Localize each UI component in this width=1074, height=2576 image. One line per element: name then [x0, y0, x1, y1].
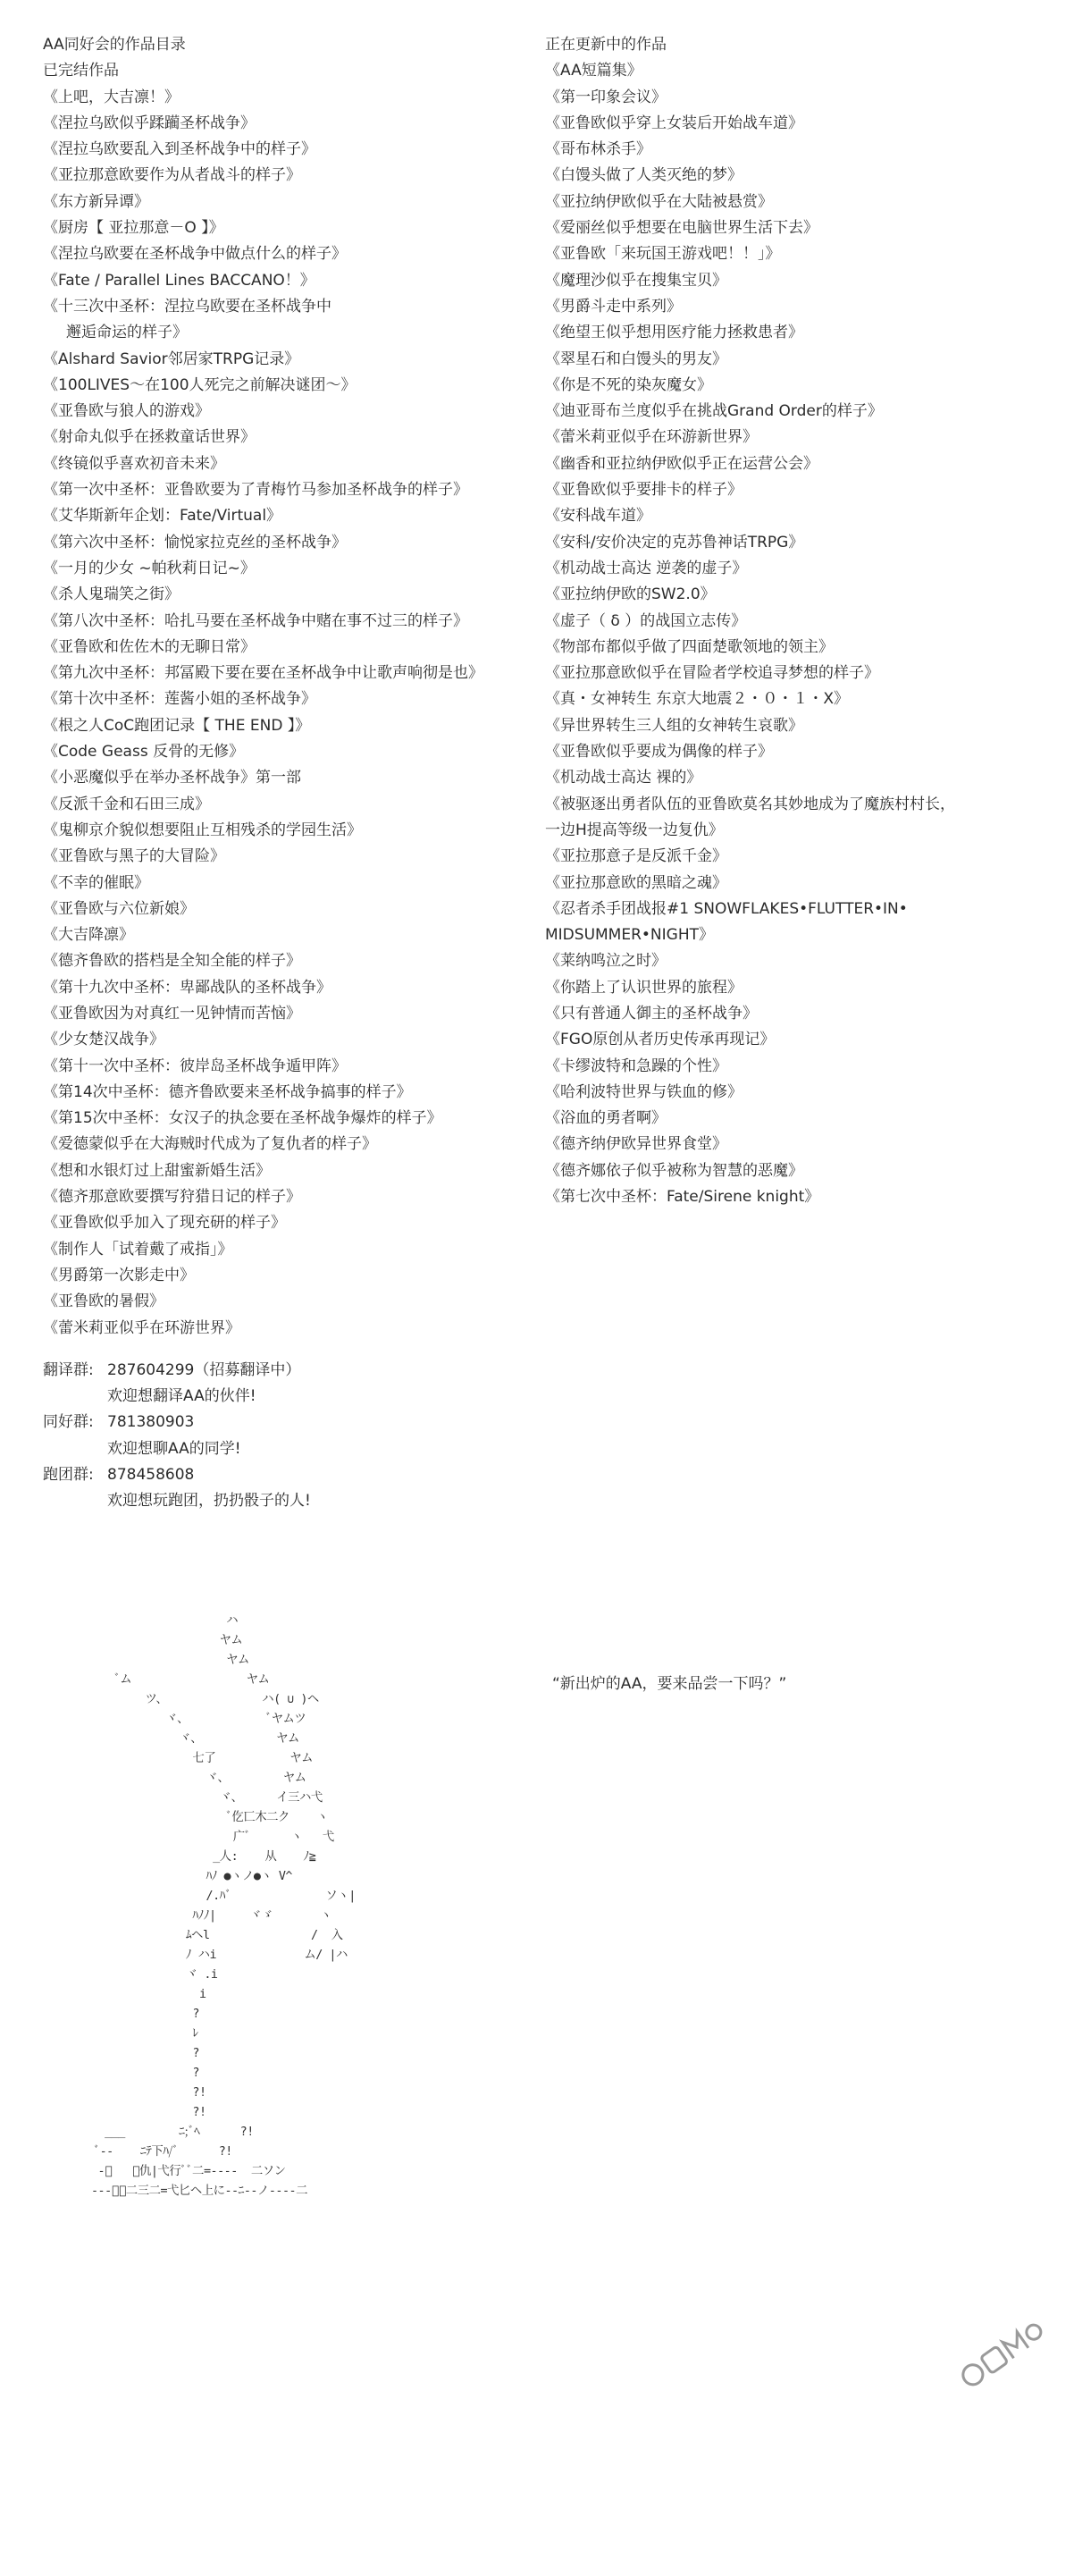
- list-item: 《男爵斗走中系列》: [545, 297, 682, 316]
- list-item: 《亚拉纳伊欧的SW2.0》: [545, 585, 716, 604]
- list-item: 《第一次中圣杯：亚鲁欧要为了青梅竹马参加圣杯战争的样子》: [43, 481, 468, 500]
- list-item: 《涅拉乌欧要在圣杯战争中做点什么的样子》: [43, 245, 347, 264]
- list-item: 《异世界转生三人组的女神转生哀歌》: [545, 716, 803, 735]
- group-row-fans: [43, 1410, 543, 1435]
- list-item: 《第十九次中圣杯：卑鄙战队的圣杯战争》: [43, 978, 331, 997]
- list-item: 《想和水银灯过上甜蜜新婚生活》: [43, 1161, 271, 1180]
- group-label: 翻译群:: [43, 1360, 94, 1379]
- list-item: 《涅拉乌欧要乱入到圣杯战争中的样子》: [43, 140, 316, 159]
- list-item: 《亚鲁欧似乎要排卡的样子》: [545, 481, 743, 500]
- list-item: 《第十一次中圣杯：彼岸岛圣杯战争遁甲阵》: [43, 1056, 347, 1075]
- list-item: 《男爵第一次影走中》: [43, 1266, 195, 1284]
- list-item: 《白馒头做了人类灭绝的梦》: [545, 166, 743, 185]
- list-item: 《安科战车道》: [545, 507, 651, 526]
- list-item: 《大吉降凛》: [43, 926, 134, 945]
- list-item: 《你踏上了认识世界的旅程》: [545, 978, 743, 997]
- list-item: 《浴血的勇者啊》: [545, 1109, 667, 1128]
- list-item: 《Alshard Savior邻居家TRPG记录》: [43, 349, 300, 368]
- list-item: 《Fate / Parallel Lines BACCANO！》: [43, 271, 315, 290]
- list-item: 《爱丽丝似乎想要在电脑世界生活下去》: [545, 219, 818, 238]
- list-item: 《第一印象会议》: [545, 88, 667, 106]
- catalog-heading: AA同好会的作品目录: [43, 36, 186, 54]
- list-item: 《安科/安价决定的克苏鲁神话TRPG》: [545, 533, 804, 551]
- list-item: 《亚鲁欧与黑子的大冒险》: [43, 847, 225, 866]
- list-item: 《FGO原创从者历史传承再现记》: [545, 1031, 776, 1049]
- list-item: 《亚鲁欧似乎穿上女装后开始战车道》: [545, 114, 803, 132]
- group-note: 欢迎想聊AA的同学!: [107, 1439, 241, 1458]
- list-item: 《射命丸似乎在拯救童话世界》: [43, 428, 256, 447]
- list-item: 《你是不死的染灰魔女》: [545, 375, 712, 394]
- list-item: 《绝望王似乎想用医疗能力拯救患者》: [545, 324, 803, 342]
- list-item: 《忍者杀手团战报#1 SNOWFLAKES•FLUTTER•IN•: [545, 899, 908, 918]
- list-item-continuation: 邂逅命运的样子》: [66, 324, 188, 342]
- group-row-translation: [43, 1358, 543, 1384]
- list-item: 《亚鲁欧似乎要成为偶像的样子》: [545, 743, 773, 762]
- ongoing-heading: 正在更新中的作品: [545, 36, 667, 54]
- list-item: 《鬼柳京介貌似想要阻止互相残杀的学园生活》: [43, 821, 362, 839]
- list-item: 《亚鲁欧的暑假》: [43, 1292, 164, 1311]
- list-item: 《物部布都似乎做了四面楚歌领地的领主》: [545, 637, 834, 656]
- group-note-row: [43, 1384, 543, 1410]
- ascii-art-illustration: ハ ヤム ヤム ﾞム ヤム ツ、 ハ( ∪ )ヘ ヾ、 ﾞヤムツ ヾ、 ヤム 七了 ヤム ヾ、 ヤム ヾ、 イ三ハ弋 ﾞ仡匸木二ク ヽ 广ﾞ ヽ 弋 _人: 从 ﾉ≧ ﾊﾉ ●ヽノ●ヽ V^ /.ﾊﾞ ソヽ| ﾊﾉﾉ| ヾゞ ヽ ﾑヘl / 入 ﾉ ハi ム/ |ハ ヾ .i i ? ﾚ ? ? ?! ?! ___ ﾆ;ﾞﾍ ?! ﾞ‐‐ ﾆﾃ下ﾊ/ﾞ ?! ‐ﾞ ﾞ仇|弋行ﾞﾞ二=‐‐‐‐ 二ソン ‐‐‐ﾞﾞ二三二=弋匕ヘ上に--ﾆ--ノ‐‐‐‐二: [91, 1614, 356, 2198]
- list-item: 《真・女神转生 东京大地震２・０・１・X》: [545, 690, 850, 709]
- list-item: 《第15次中圣杯：女汉子的执念要在圣杯战争爆炸的样子》: [43, 1109, 442, 1128]
- list-item: 《厨房【 亚拉那意－O 】》: [43, 219, 224, 238]
- list-item: 《只有普通人御主的圣杯战争》: [545, 1004, 758, 1023]
- group-note: 欢迎想玩跑团，扔扔骰子的人!: [107, 1492, 311, 1511]
- list-item: 《第八次中圣杯：哈扎马要在圣杯战争中赌在事不过三的样子》: [43, 611, 468, 630]
- group-note-row: [43, 1488, 543, 1514]
- aa-speech-text: “新出炉的AA，要来品尝一下吗？”: [552, 1675, 787, 1693]
- group-note: 欢迎想翻译AA的伙伴!: [107, 1387, 256, 1406]
- group-row-trpg: [43, 1462, 543, 1488]
- list-item: 《第七次中圣杯：Fate/Sirene knight》: [545, 1188, 820, 1207]
- list-item: 《卡缪波特和急躁的个性》: [545, 1056, 727, 1075]
- group-label: 跑团群:: [43, 1466, 94, 1485]
- list-item: 《第14次中圣杯：德齐鲁欧要来圣杯战争搞事的样子》: [43, 1082, 412, 1101]
- list-item: 《翠星石和白馒头的男友》: [545, 349, 727, 368]
- list-item: 《东方新异谭》: [43, 192, 149, 211]
- list-item: 《亚拉那意欧的黑暗之魂》: [545, 873, 727, 892]
- group-note-row: [43, 1436, 543, 1462]
- list-item: 《德齐鲁欧的搭档是全知全能的样子》: [43, 952, 301, 971]
- list-item: 《亚鲁欧与狼人的游戏》: [43, 402, 210, 421]
- list-item: 《亚鲁欧和佐佐木的无聊日常》: [43, 637, 256, 656]
- list-item: 《哥布林杀手》: [545, 140, 651, 159]
- list-item: 《亚拉那意欧要作为从者战斗的样子》: [43, 166, 301, 185]
- list-item: 《机动战士高达 逆袭的虚子》: [545, 559, 748, 577]
- list-item: 《亚鲁欧因为对真红一见钟情而苦恼》: [43, 1004, 301, 1023]
- completed-works-list: [43, 85, 543, 1342]
- list-item: 《第十次中圣杯：莲酱小姐的圣杯战争》: [43, 690, 316, 709]
- list-item: 《亚鲁欧似乎加入了现充研的样子》: [43, 1214, 286, 1233]
- list-item: 《德齐那意欧要撰写狩猎日记的样子》: [43, 1188, 301, 1207]
- list-item: 《反派千金和石田三成》: [43, 795, 210, 813]
- list-item: 《虚子（ δ ）的战国立志传》: [545, 611, 747, 630]
- list-item: 《十三次中圣杯：涅拉乌欧要在圣杯战争中: [43, 297, 331, 316]
- right-column: [545, 32, 1045, 1210]
- list-item: 《被驱逐出勇者队伍的亚鲁欧莫名其妙地成为了魔族村村长，: [545, 795, 955, 813]
- list-item: 《小恶魔似乎在举办圣杯战争》第一部: [43, 769, 301, 787]
- list-item: 《亚拉那意欧似乎在冒险者学校追寻梦想的样子》: [545, 664, 879, 683]
- watermark-logo-icon: [947, 2306, 1054, 2404]
- ongoing-works-list: [545, 58, 1045, 1210]
- list-item: 《杀人鬼瑞笑之街》: [43, 585, 180, 604]
- list-item: 《根之人CoC跑团记录【 THE END 】》: [43, 716, 311, 735]
- list-item: 《莱纳鸣泣之时》: [545, 952, 667, 971]
- list-item: 《蕾米莉亚似乎在环游世界》: [43, 1318, 240, 1337]
- list-item: 《Code Geass 反骨的无修》: [43, 743, 245, 762]
- list-item: 《终镜似乎喜欢初音未来》: [43, 454, 225, 473]
- list-item: 《亚鲁欧与六位新娘》: [43, 899, 195, 918]
- group-number: 287604299（招募翻译中）: [107, 1360, 301, 1379]
- group-label: 同好群:: [43, 1413, 94, 1432]
- list-item: 《一月的少女 ~帕秋莉日记~》: [43, 559, 256, 577]
- list-item: 《第九次中圣杯：邦冨殿下要在要在圣杯战争中让歌声响彻是也》: [43, 664, 483, 683]
- list-item: 《100LIVES～在100人死完之前解决谜团～》: [43, 375, 357, 394]
- list-item: 《上吧，大吉凛！》: [43, 88, 180, 106]
- list-item: 《艾华斯新年企划：Fate/Virtual》: [43, 507, 282, 526]
- list-item: 《迪亚哥布兰度似乎在挑战Grand Order的样子》: [545, 402, 883, 421]
- left-column: [43, 32, 543, 1515]
- completed-heading: 已完结作品: [43, 62, 119, 80]
- list-item-continuation: 一边H提高等级一边复仇》: [545, 821, 724, 839]
- group-number: 878458608: [107, 1466, 195, 1485]
- group-number: 781380903: [107, 1413, 195, 1432]
- list-item: 《机动战士高达 裸的》: [545, 769, 702, 787]
- list-item: 《亚拉纳伊欧似乎在大陆被悬赏》: [545, 192, 773, 211]
- group-contacts: [43, 1358, 543, 1515]
- list-item: 《德齐娜依子似乎被称为智慧的恶魔》: [545, 1161, 803, 1180]
- list-item: 《亚鲁欧「来玩国王游戏吧！！」》: [545, 245, 781, 264]
- list-item: 《AA短篇集》: [545, 62, 642, 80]
- list-item: 《不幸的催眠》: [43, 873, 149, 892]
- list-item: 《第六次中圣杯：愉悦家拉克丝的圣杯战争》: [43, 533, 347, 551]
- list-item: 《哈利波特世界与铁血的修》: [545, 1082, 743, 1101]
- list-item: 《亚拉那意子是反派千金》: [545, 847, 727, 866]
- list-item: 《德齐纳伊欧异世界食堂》: [545, 1135, 727, 1154]
- list-item: 《魔理沙似乎在搜集宝贝》: [545, 271, 727, 290]
- list-item: 《蕾米莉亚似乎在环游新世界》: [545, 428, 758, 447]
- list-item: 《幽香和亚拉纳伊欧似乎正在运营公会》: [545, 454, 818, 473]
- list-item: 《制作人「试着戴了戒指」》: [43, 1240, 233, 1259]
- list-item-continuation: MIDSUMMER•NIGHT》: [545, 926, 714, 945]
- list-item: 《少女楚汉战争》: [43, 1031, 164, 1049]
- list-item: 《涅拉乌欧似乎蹂躏圣杯战争》: [43, 114, 256, 132]
- list-item: 《爱德蒙似乎在大海贼时代成为了复仇者的样子》: [43, 1135, 377, 1154]
